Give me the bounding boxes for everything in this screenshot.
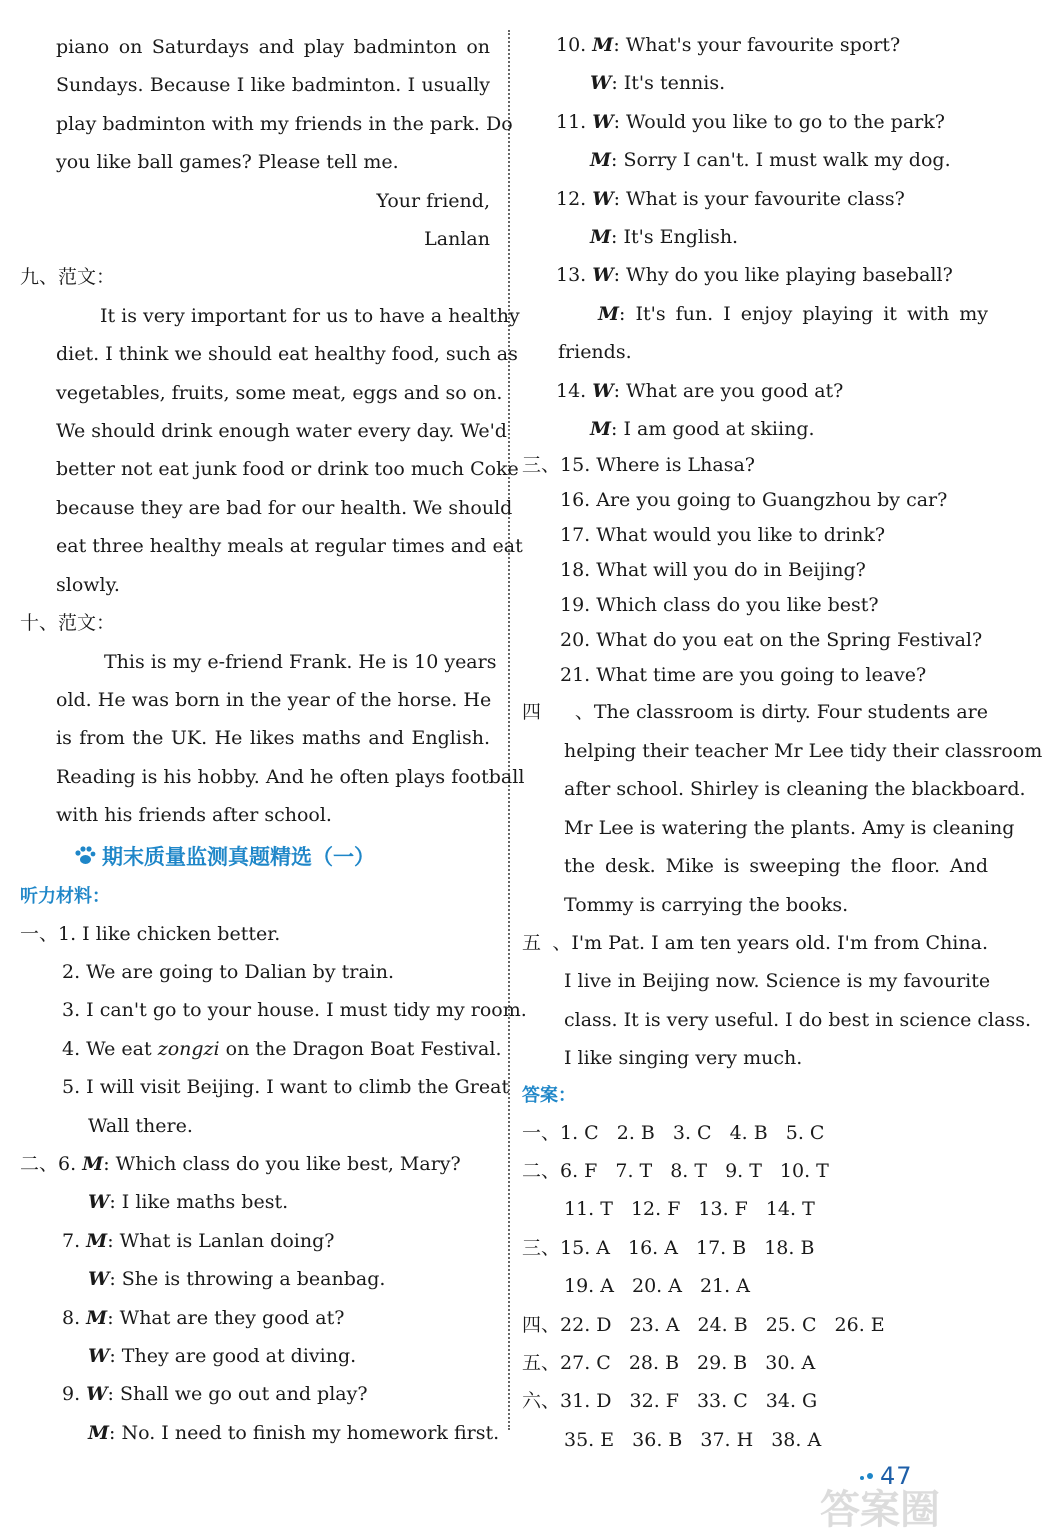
paw-icon <box>74 846 96 866</box>
answer-item: 9. T <box>725 1159 762 1182</box>
text-line: Reading is his hobby. And he often plays football <box>56 765 525 788</box>
column-divider <box>508 30 510 1430</box>
list-item: 21. What time are you going to leave? <box>560 664 927 687</box>
text-line: after school. Shirley is cleaning the blackboard. <box>564 778 1026 801</box>
part4-prefix: 四、 <box>522 701 594 724</box>
dialog-line: : They are good at diving. <box>109 1345 357 1367</box>
q9-essay <box>20 297 523 604</box>
dialog-number: 11. <box>556 110 593 133</box>
answer-item: 8. T <box>670 1159 708 1182</box>
answer-row <box>522 1114 988 1152</box>
answer-item: 38. A <box>771 1428 822 1451</box>
answer-item: 30. A <box>765 1351 816 1374</box>
answer-item: 27. C <box>560 1351 611 1374</box>
dialog-line: : I like maths best. <box>109 1191 289 1214</box>
part3 <box>522 448 988 693</box>
answer-row <box>522 1229 988 1267</box>
dialog-line: : What is your favourite class? <box>613 187 905 210</box>
speaker: W <box>88 1268 110 1291</box>
right-column <box>522 26 1042 1459</box>
q10-essay <box>20 643 525 835</box>
answer-row <box>522 1306 988 1344</box>
answer-item: 3. C <box>672 1121 712 1144</box>
answer-item: 1. C <box>560 1121 599 1144</box>
text-line: Sundays. Because I like badminton. I usually <box>56 74 490 97</box>
dialog-line: : Shall we go out and play? <box>107 1383 368 1406</box>
text-line: better not eat junk food or drink too much Coke <box>56 458 519 481</box>
answer-item: 35. E <box>564 1428 615 1451</box>
answer-item: 6. F <box>560 1159 598 1182</box>
speaker: M <box>598 302 620 325</box>
answer-row <box>522 1421 988 1459</box>
answer-item: 11. T <box>564 1198 613 1221</box>
text-line: I live in Beijing now. Science is my favourite <box>564 970 991 993</box>
watermark-logo: 答案圈 <box>820 1487 940 1533</box>
dialog-number: 13. <box>556 264 593 287</box>
list-item: 18. What will you do in Beijing? <box>560 559 866 582</box>
item4-italic: zongzi <box>157 1037 220 1060</box>
answer-item: 24. B <box>697 1313 748 1336</box>
part5 <box>522 924 1031 1078</box>
answer-item: 15. A <box>560 1236 610 1259</box>
text-line: is from the UK. He likes maths and English. <box>56 727 490 750</box>
text-line: old. He was born in the year of the horse. He <box>56 688 492 711</box>
answer-item: 14. T <box>765 1198 815 1221</box>
text-line: I'm Pat. I am ten years old. I'm from China. <box>571 931 988 954</box>
letter-text <box>20 28 513 258</box>
answer-item: 21. A <box>699 1275 750 1298</box>
answer-item: 26. E <box>834 1313 885 1336</box>
answer-prefix: 四、 <box>522 1313 561 1336</box>
text-line: eat three healthy meals at regular times and eat <box>56 535 523 558</box>
text-line: piano on Saturdays and play badminton on <box>56 36 490 58</box>
answers-label: 答案： <box>522 1084 576 1106</box>
part2-continued <box>522 26 988 448</box>
answer-item: 5. C <box>785 1121 825 1144</box>
answer-prefix: 五、 <box>522 1351 561 1374</box>
part5-prefix: 五、 <box>522 931 572 954</box>
letter-closing: Your friend, <box>376 189 490 212</box>
answer-item: 36. B <box>632 1428 683 1451</box>
list-item-continuation: Wall there. <box>88 1114 193 1137</box>
speaker: W <box>592 110 614 133</box>
dialog-number: 8. <box>62 1306 87 1329</box>
answer-row <box>522 1190 988 1228</box>
text-line: I like singing very much. <box>564 1047 803 1070</box>
answer-item: 7. T <box>615 1159 653 1182</box>
answer-item: 34. G <box>765 1390 818 1413</box>
speaker: M <box>86 1306 108 1329</box>
answer-item: 33. C <box>696 1390 748 1413</box>
answer-row <box>522 1267 988 1305</box>
speaker: W <box>86 1383 108 1406</box>
text-line: helping their teacher Mr Lee tidy their classroom <box>564 739 1042 762</box>
dialog-line: : What are they good at? <box>107 1306 345 1329</box>
text-line: you like ball games? Please tell me. <box>56 151 399 174</box>
list-item: 3. I can't go to your house. I must tidy my room. <box>62 999 527 1022</box>
dialog-line: : What are you good at? <box>613 379 844 402</box>
answer-item: 18. B <box>764 1236 815 1259</box>
list-item <box>20 1030 502 1068</box>
text-line: This is my e-friend Frank. He is 10 years <box>104 650 497 673</box>
answer-prefix: 六、 <box>522 1390 561 1413</box>
speaker: M <box>88 1421 110 1444</box>
answer-item: 13. F <box>698 1198 748 1221</box>
answer-prefix: 一、 <box>522 1121 561 1144</box>
speaker: M <box>592 34 614 56</box>
dialog-line: : Sorry I can't. I must walk my dog. <box>611 149 951 172</box>
answer-item: 10. T <box>779 1159 829 1182</box>
text-line: slowly. <box>56 573 120 596</box>
speaker: M <box>590 418 612 441</box>
answer-item: 19. A <box>564 1275 614 1298</box>
dialog-line: : What is Lanlan doing? <box>107 1229 335 1252</box>
answer-item: 32. F <box>629 1390 679 1413</box>
part3-prefix: 三、 <box>522 454 561 477</box>
speaker: W <box>88 1345 110 1367</box>
page-number: 47 <box>880 1462 913 1490</box>
speaker: M <box>86 1229 108 1252</box>
part1 <box>20 915 527 1145</box>
answer-item: 31. D <box>560 1390 612 1413</box>
speaker: W <box>88 1191 110 1214</box>
speaker: W <box>590 72 612 95</box>
dialog-number: 12. <box>556 187 593 210</box>
answer-prefix: 二、 <box>522 1159 561 1182</box>
answer-item: 12. F <box>630 1198 681 1221</box>
dialog-line: : What's your favourite sport? <box>613 34 901 56</box>
letter-signature: Lanlan <box>424 228 490 251</box>
q9-label: 九、范文： <box>20 266 116 289</box>
dialog-line: : It's fun. I enjoy playing it with my <box>619 302 988 325</box>
speaker: W <box>592 264 614 287</box>
dialog-number: 14. <box>556 379 593 402</box>
dialog-line: : I am good at skiing. <box>611 418 815 441</box>
text-line: diet. I think we should eat healthy food, such as <box>56 343 518 366</box>
answer-prefix: 三、 <box>522 1236 561 1259</box>
star-decoration-icon <box>858 1470 878 1484</box>
answer-item: 4. B <box>729 1121 768 1144</box>
answer-item: 29. B <box>697 1351 748 1374</box>
list-item: 17. What would you like to drink? <box>560 524 886 547</box>
answer-item: 22. D <box>560 1313 612 1336</box>
answer-row <box>522 1382 988 1420</box>
listening-label: 听力材料： <box>20 885 110 907</box>
answer-item: 20. A <box>631 1275 682 1298</box>
part1-prefix: 一、 <box>20 922 59 945</box>
list-item: 5. I will visit Beijing. I want to climb the Great <box>62 1076 510 1099</box>
list-item: 16. Are you going to Guangzhou by car? <box>560 489 948 512</box>
dialog-line: : Would you like to go to the park? <box>613 110 945 133</box>
speaker: W <box>592 187 614 210</box>
dialog-number: 6. <box>58 1152 83 1175</box>
text-line: play badminton with my friends in the park. Do <box>56 112 513 135</box>
answer-item: 28. B <box>628 1351 680 1374</box>
answer-item: 17. B <box>695 1236 747 1259</box>
text-line: It is very important for us to have a healthy <box>100 304 520 327</box>
answer-item: 2. B <box>616 1121 655 1144</box>
text-line: because they are bad for our health. We should <box>56 496 513 519</box>
speaker: M <box>82 1152 104 1175</box>
answer-row <box>522 1152 988 1190</box>
list-item: 20. What do you eat on the Spring Festival? <box>560 629 983 652</box>
dialog-line: : Which class do you like best, Mary? <box>103 1152 461 1175</box>
left-column <box>20 28 527 1452</box>
dialog-line: : Why do you like playing baseball? <box>613 264 953 287</box>
dialog-line: : No. I need to finish my homework first. <box>109 1421 500 1444</box>
text-line: with his friends after school. <box>56 804 332 827</box>
dialog-number: 9. <box>62 1383 87 1406</box>
speaker: W <box>592 379 614 402</box>
answer-grid <box>522 1114 988 1460</box>
speaker: M <box>590 149 612 172</box>
text-line: the desk. Mike is sweeping the floor. And <box>564 855 988 878</box>
text-line: class. It is very useful. I do best in science class. <box>564 1008 1031 1031</box>
answer-item: 25. C <box>765 1313 817 1336</box>
item4-text: 4. We eat <box>62 1037 158 1060</box>
text-line: Tommy is carrying the books. <box>564 893 849 916</box>
answer-row <box>522 1344 988 1382</box>
part2 <box>20 1145 500 1452</box>
text-line: vegetables, fruits, some meat, eggs and so on. <box>56 381 503 404</box>
answer-item: 23. A <box>629 1313 680 1336</box>
speaker: M <box>590 226 612 249</box>
section-title <box>20 835 490 879</box>
dialog-line-continuation: friends. <box>558 341 632 364</box>
list-item: 19. Which class do you like best? <box>560 594 879 617</box>
section-title-text: 期末质量监测真题精选（一） <box>102 844 375 869</box>
part2-prefix: 二、 <box>20 1152 59 1175</box>
text-line: We should drink enough water every day. We'd <box>56 420 507 443</box>
dialog-line: : She is throwing a beanbag. <box>109 1268 386 1291</box>
list-item: 2. We are going to Dalian by train. <box>62 960 395 983</box>
dialog-line: : It's English. <box>611 226 739 249</box>
item4-text-end: on the Dragon Boat Festival. <box>219 1037 502 1060</box>
text-line: The classroom is dirty. Four students are <box>593 701 988 724</box>
dialog-line: : It's tennis. <box>611 72 726 95</box>
answer-item: 37. H <box>700 1428 754 1451</box>
dialog-number: 10. <box>556 34 593 56</box>
dialog-number: 7. <box>62 1229 87 1252</box>
part4 <box>522 693 1042 923</box>
answer-item: 16. A <box>628 1236 678 1259</box>
list-item: 15. Where is Lhasa? <box>560 454 755 477</box>
list-item: 1. I like chicken better. <box>58 922 281 945</box>
text-line: Mr Lee is watering the plants. Amy is cleaning <box>564 816 1015 839</box>
q10-label: 十、范文： <box>20 612 116 635</box>
